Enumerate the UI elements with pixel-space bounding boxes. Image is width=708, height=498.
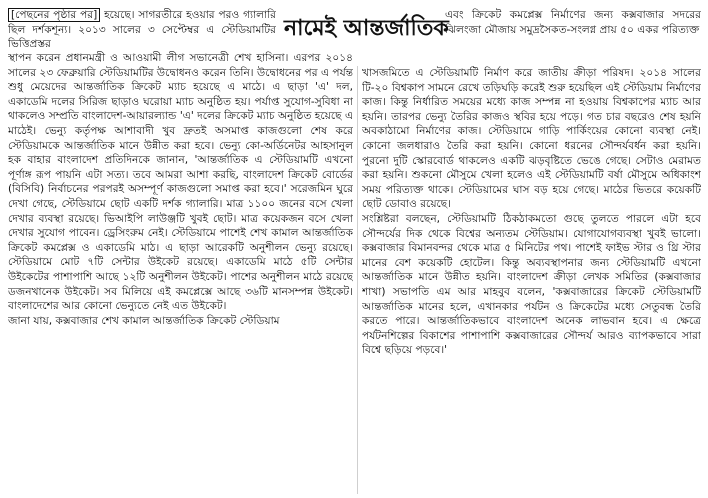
article-column-right-top: [445, 8, 701, 66]
article-column-left-top: [8, 8, 276, 52]
paragraph: এবং ক্রিকেট কমপ্লেক্স নির্মাণের জন্য কক্সবাজার সদরের ঝিলংজা মৌজায় সমুদ্রসৈকত-সংলগ্ন প্রায় ৫০ একর পরিত্যক্ত: [445, 9, 701, 36]
continuation-reference: [পেছনের পৃষ্ঠার পর]: [8, 8, 100, 22]
article-column-right: [362, 66, 701, 454]
paragraph-text: হয়েছে। সাগরতীরে হওয়ার পরও গ্যালারি ছিল দর্শকশূন্য। ২০১৩ সালের ৩ সেপ্টেম্বর এ স্টেডিয়ামটির ভিত্তিপ্রস্তর: [8, 9, 276, 51]
headline: নামেই আন্তর্জাতিক: [284, 16, 449, 41]
paragraph: স্থাপন করেন প্রধানমন্ত্রী ও আওয়ামী লীগ সভানেত্রী শেখ হাসিনা। এরপর ২০১৪ সালের ২৩ ফেব্রুয়ারি স্টেডিয়ামটির উদ্বোধনও করেন তিনি। উদ্বোধনের পর এ পর্যন্ত শুধু মেয়েদের আন্তর্জাতিক ক্রিকেট ম্যাচ হয়েছে এ মাঠে। এ ছাড়া 'এ' দল, একাডেমি দলের সিরিজ ছাড়াও ঘরোয়া ম্যাচ অনুষ্ঠিত হয়। পর্যাপ্ত সুযোগ-সুবিধা না থাকলেও সম্প্রতি বাংলাদেশ-আয়ারল্যান্ড 'এ' দলের ক্রিকেট ম্যাচ অনুষ্ঠিত হয়েছে এ মাঠেই। ভেন্যু কর্তৃপক্ষ আশাবাদী খুব দ্রুতই অসমাপ্ত কাজগুলো শেষ করে স্টেডিয়ামকে আন্তর্জাতিক মানে উন্নীত করা হবে। ভেন্যু কো-অর্ডিনেটর আহসানুল হক বাহার বাংলাদেশ প্রতিদিনকে জানান, 'আন্তর্জাতিক এ স্টেডিয়ামটি এখনো পূর্ণাঙ্গ রূপ পায়নি এটা সত্য। তবে আমরা আশা করছি, বাংলাদেশ ক্রিকেট বোর্ডের (বিসিবি) নির্বাচনের পরপরই অসম্পূর্ণ কাজগুলো সমাপ্ত করা হবে।' সরেজমিন ঘুরে দেখা গেছে, স্টেডিয়ামে ছোট একটি দর্শক গ্যালারি। মাত্র ১১০০ জনের বসে খেলা দেখার ব্যবস্থা রয়েছে। ভিআইপি লাউঞ্জটি খুবই ছোট। মাত্র কয়েকজন বসে খেলা দেখার সুযোগ পাবেন। ড্রেসিংরুম নেই। স্টেডিয়ামে পাশেই শেখ কামাল আন্তর্জাতিক ক্রিকেট কমপ্লেক্স ও একাডেমি মাঠ। এ ছাড়া আরেকটি অনুশীলন ভেন্যু রয়েছে। স্টেডিয়ামে মোট ৭টি সেন্টার উইকেট রয়েছে। একাডেমি মাঠে ৫টি সেন্টার উইকেটের পাশাপাশি আছে ১২টি অনুশীলন উইকেট। পাশের অনুশীলন মাঠে রয়েছে ডজনখানেক উইকেট। সব মিলিয়ে এই কমপ্লেক্সে আছে ৩৬টি মানসম্পন্ন উইকেট। বাংলাদেশের আর কোনো ভেন্যুতে নেই এত উইকেট।: [8, 52, 353, 313]
paragraph: সংশ্লিষ্টরা বলছেন, স্টেডিয়ামটি ঠিকঠাকমতো গুছে তুলতে পারলে এটা হবে সৌন্দর্যের দিক থেকে বিশ্বের অন্যতম স্টেডিয়াম। যোগাযোগব্যবস্থা খুবই ভালো। কক্সবাজার বিমানবন্দর থেকে মাত্র ৫ মিনিটের পথ। পাশেই ফাইভ স্টার ও থ্রি স্টার মানের বেশ কয়েকটি হোটেল। কিন্তু অব্যবস্থাপনার জন্য স্টেডিয়ামটি এখনো আন্তর্জাতিক মানে উন্নীত হয়নি। বাংলাদেশ ক্রীড়া লেখক সমিতির (কক্সবাজার শাখা) সভাপতি এম আর মাহবুব বলেন, 'কক্সবাজারের ক্রিকেট স্টেডিয়ামটি আন্তর্জাতিক মানের হলে, এখানকার পর্যটন ও ক্রিকেটের মধ্যে সেতুবন্ধ তৈরি করতে পারে। আন্তর্জাতিকভাবে বাংলাদেশ অনেক লাভবান হবে। এ ক্ষেত্রে পর্যটনশিল্পের বিকাশের পাশাপাশি কক্সবাজারের সৌন্দর্য আরও ব্যাপকভাবে সারা বিশ্বে ছড়িয়ে পড়বে।': [362, 212, 701, 357]
column-divider: [357, 66, 358, 494]
paragraph: [8, 8, 276, 52]
paragraph: খাসজমিতে এ স্টেডিয়ামটি নির্মাণ করে জাতীয় ক্রীড়া পরিষদ। ২০১৪ সালের টি-২০ বিশ্বকাপ সামনে রেখে তড়িঘড়ি করেই শুরু হয়েছিল এই স্টেডিয়াম নির্মাণের কাজ। কিন্তু নির্ধারিত সময়ের মধ্যে কাজ সম্পন্ন না হওয়ায় বিশ্বকাপের ম্যাচ আর হয়নি। তারপর ভেন্যু তৈরির কাজও স্থবির হয়ে পড়ে। গত চার বছরেও শেষ হয়নি অবকাঠামো নির্মাণের কাজ। স্টেডিয়ামে গাড়ি পার্কিংয়ের কোনো ব্যবস্থা নেই। কোনো জলধারাও তৈরি করা হয়নি। কোনো ধরনের সৌন্দর্যবর্ধন করা হয়নি। পুরনো দুটি স্কোরবোর্ড থাকলেও একটি ঝড়বৃষ্টিতে ভেঙে গেছে। সেটাও মেরামত করা হয়নি। শুকনো মৌসুমে খেলা হলেও এই স্টেডিয়ামটি বর্ষা মৌসুমে অধিকাংশ সময় পরিত্যক্ত থাকে। স্টেডিয়ামের ঘাস বড় হয়ে গেছে। মাঠের ভিতরে কয়েকটি ছোট ডোবাও রয়েছে।: [362, 67, 701, 211]
article-column-left: [8, 51, 353, 494]
paragraph: জানা যায়, কক্সবাজার শেখ কামাল আন্তর্জাতিক ক্রিকেট স্টেডিয়াম: [8, 314, 280, 327]
